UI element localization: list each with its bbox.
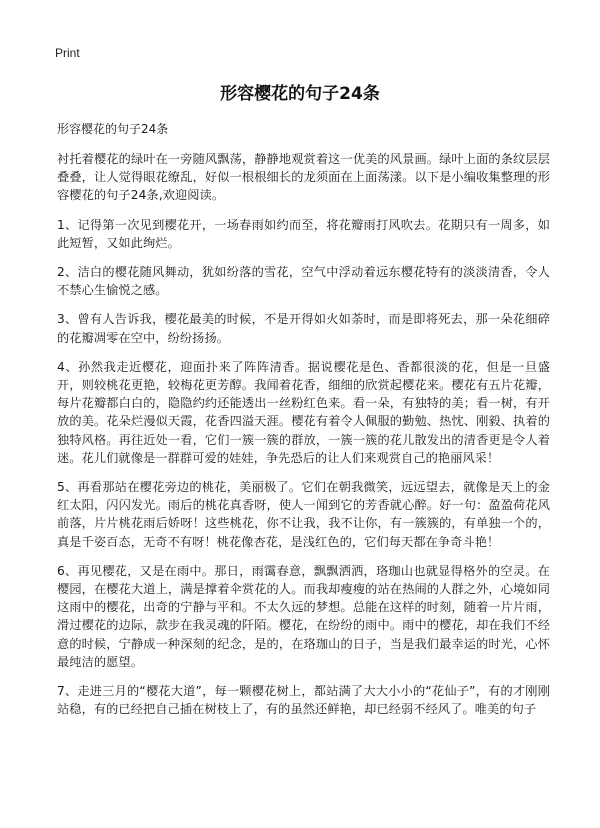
page-title: 形容樱花的句子24条 xyxy=(220,84,380,104)
paragraph-item-7: 7、走进三月的“樱花大道”，每一颗樱花树上，都站满了大大小小的“花仙子”，有的才刚刚站稳，有的已经把自己插在树枝上了，有的虽然还鲜艳，却已经弱不经风了。唯美的句子 xyxy=(57,684,550,717)
paragraph-item-4: 4、孙然我走近樱花，迎面扑来了阵阵清香。据说樱花是色、香都很淡的花，但是一旦盛开，则较桃花更艳，较梅花更芳醇。我闻着花香，细细的欣赏起樱花来。樱花有五片花瓣，每片花瓣都白白的，隐隐约约还能透出一丝粉红色来。看一朵，有独特的美；看一树，有开放的美。花朵烂漫似天霞，花香四溢天涯。樱花有着令人佩服的勤勉、热忱、刚毅、执着的独特风格。再往近处一看，它们一簇一簇的群放，一簇一簇的花儿散发出的清香更是令人着迷。花儿们就像是一群群可爱的娃娃，争先恐后的让人们来观赏自己的艳丽风采！ xyxy=(57,359,550,465)
document-subtitle: 形容樱花的句子24条 xyxy=(57,122,169,136)
paragraph-item-1: 1、记得第一次见到樱花开，一场春雨如约而至，将花瓣雨打风吹去。花期只有一周多，如此短暂，又如此绚烂。 xyxy=(57,217,550,250)
paragraph-intro: 衬托着樱花的绿叶在一旁随风飘荡，静静地观赏着这一优美的风景画。绿叶上面的条纹层层叠叠，让人觉得眼花缭乱，好似一根根细长的龙须面在上面荡漾。以下是小编收集整理的形容樱花的句子24条,欢迎阅读。 xyxy=(57,152,550,203)
article-body xyxy=(57,150,550,729)
print-link[interactable]: Print xyxy=(55,46,80,60)
paragraph-item-3: 3、曾有人告诉我，樱花最美的时候，不是开得如火如荼时，而是即将死去，那一朵花细碎的花瓣凋零在空中，纷纷扬扬。 xyxy=(57,312,550,345)
paragraph-item-5: 5、再看那站在樱花旁边的桃花，美丽极了。它们在朝我微笑，远远望去，就像是天上的金红太阳，闪闪发光。雨后的桃花真香呀，使人一闻到它的芳香就心醉。好一句：盈盈荷花风前落，片片桃花雨后娇呀！这些桃花，你不让我，我不让你，有一簇簇的，有单独一个的，真是千姿百态，无奇不有呀！桃花像杏花，是浅红色的，它们每天都在争奇斗艳！ xyxy=(57,480,550,549)
paragraph-item-2: 2、洁白的樱花随风舞动，犹如纷落的雪花，空气中浮动着远东樱花特有的淡淡清香，令人不禁心生愉悦之感。 xyxy=(57,265,550,298)
paragraph-item-6: 6、再见樱花，又是在雨中。那日，雨霭春意，飘飘洒洒，珞珈山也就显得格外的空灵。在樱园，在樱花大道上，满是撑着伞赏花的人。而我却瘦瘦的站在热闹的人群之外，心境如同这雨中的樱花，出奇的宁静与平和。不太久远的梦想。总能在这样的时刻，随着一片片雨，滑过樱花的边际，款步在我灵魂的阡陌。樱花，在纷纷的雨中。雨中的樱花，却在我们不经意的时候，宁静成一种深刻的纪念，是的，在珞珈山的日子，当是我们最幸运的时光，心怀最纯洁的愿望。 xyxy=(57,563,550,669)
